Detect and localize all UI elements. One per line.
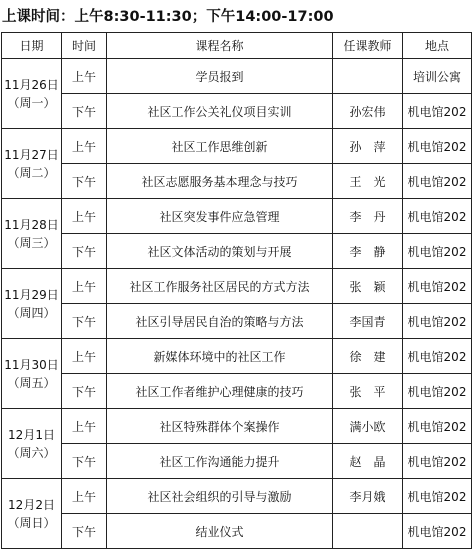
place-cell: 机电馆202 (403, 444, 472, 479)
time-cell: 下午 (62, 514, 107, 549)
time-cell: 下午 (62, 304, 107, 339)
weekday-text: （周四） (7, 305, 56, 320)
teacher-cell: 满小欧 (333, 409, 403, 444)
date-cell (2, 339, 62, 409)
course-cell: 社区突发事件应急管理 (107, 199, 333, 234)
date-text: 11月26日 (4, 77, 59, 92)
place-cell: 机电馆202 (403, 339, 472, 374)
teacher-cell: 王 光 (333, 164, 403, 199)
weekday-text: （周六） (7, 445, 56, 460)
date-cell (2, 129, 62, 199)
date-text: 11月30日 (4, 357, 59, 372)
table-header-row (2, 33, 472, 59)
column-header-time: 时间 (62, 33, 107, 59)
course-cell: 社区工作者维护心理健康的技巧 (107, 374, 333, 409)
date-text: 11月27日 (4, 147, 59, 162)
time-cell: 下午 (62, 234, 107, 269)
column-header-course: 课程名称 (107, 33, 333, 59)
teacher-cell: 李 静 (333, 234, 403, 269)
time-cell: 上午 (62, 479, 107, 514)
time-cell: 上午 (62, 199, 107, 234)
table-row (2, 94, 472, 129)
table-row (2, 374, 472, 409)
place-cell: 机电馆202 (403, 94, 472, 129)
weekday-text: （周三） (7, 235, 56, 250)
time-cell: 上午 (62, 129, 107, 164)
teacher-cell: 赵 晶 (333, 444, 403, 479)
course-cell: 学员报到 (107, 59, 333, 94)
teacher-cell: 李国青 (333, 304, 403, 339)
table-row (2, 409, 472, 444)
time-cell: 下午 (62, 374, 107, 409)
teacher-cell: 张 平 (333, 374, 403, 409)
place-cell: 机电馆202 (403, 164, 472, 199)
date-cell (2, 409, 62, 479)
table-row (2, 444, 472, 479)
course-cell: 社区社会组织的引导与激励 (107, 479, 333, 514)
course-schedule-table (1, 32, 472, 549)
time-cell: 上午 (62, 269, 107, 304)
teacher-cell: 李 丹 (333, 199, 403, 234)
column-header-place: 地点 (403, 33, 472, 59)
table-row (2, 164, 472, 199)
place-cell: 机电馆202 (403, 374, 472, 409)
table-row (2, 129, 472, 164)
teacher-cell: 李月娥 (333, 479, 403, 514)
time-cell: 下午 (62, 444, 107, 479)
course-cell: 社区工作公关礼仪项目实训 (107, 94, 333, 129)
teacher-cell: 徐 建 (333, 339, 403, 374)
course-cell: 社区志愿服务基本理念与技巧 (107, 164, 333, 199)
column-header-date: 日期 (2, 33, 62, 59)
place-cell: 机电馆202 (403, 129, 472, 164)
course-cell: 社区工作服务社区居民的方式方法 (107, 269, 333, 304)
place-cell: 机电馆202 (403, 409, 472, 444)
course-cell: 新媒体环境中的社区工作 (107, 339, 333, 374)
date-cell (2, 199, 62, 269)
schedule-title: 上课时间：上午8:30-11:30；下午14:00-17:00 (2, 9, 334, 25)
place-cell: 机电馆202 (403, 304, 472, 339)
column-header-teacher: 任课教师 (333, 33, 403, 59)
teacher-cell (333, 59, 403, 94)
time-cell: 下午 (62, 94, 107, 129)
table-row (2, 479, 472, 514)
place-cell: 机电馆202 (403, 479, 472, 514)
date-cell (2, 479, 62, 549)
date-text: 12月1日 (8, 427, 55, 442)
course-cell: 结业仪式 (107, 514, 333, 549)
place-cell: 机电馆202 (403, 199, 472, 234)
time-cell: 上午 (62, 409, 107, 444)
table-row (2, 234, 472, 269)
table-row (2, 339, 472, 374)
course-cell: 社区引导居民自治的策略与方法 (107, 304, 333, 339)
course-cell: 社区工作思维创新 (107, 129, 333, 164)
date-cell (2, 59, 62, 129)
table-body (2, 59, 472, 549)
table-row (2, 199, 472, 234)
place-cell: 机电馆202 (403, 514, 472, 549)
place-cell: 机电馆202 (403, 269, 472, 304)
table-row (2, 59, 472, 94)
table-row (2, 269, 472, 304)
weekday-text: （周五） (7, 375, 56, 390)
time-cell: 上午 (62, 339, 107, 374)
teacher-cell: 张 颖 (333, 269, 403, 304)
teacher-cell: 孙宏伟 (333, 94, 403, 129)
weekday-text: （周二） (7, 165, 56, 180)
date-text: 11月28日 (4, 217, 59, 232)
date-text: 11月29日 (4, 287, 59, 302)
course-cell: 社区文体活动的策划与开展 (107, 234, 333, 269)
place-cell: 机电馆202 (403, 234, 472, 269)
date-cell (2, 269, 62, 339)
course-cell: 社区工作沟通能力提升 (107, 444, 333, 479)
time-cell: 下午 (62, 164, 107, 199)
teacher-cell (333, 514, 403, 549)
time-cell: 上午 (62, 59, 107, 94)
date-text: 12月2日 (8, 497, 55, 512)
weekday-text: （周一） (7, 95, 56, 110)
course-cell: 社区特殊群体个案操作 (107, 409, 333, 444)
table-row (2, 514, 472, 549)
teacher-cell: 孙 萍 (333, 129, 403, 164)
weekday-text: （周日） (7, 515, 56, 530)
place-cell: 培训公寓 (403, 59, 472, 94)
table-row (2, 304, 472, 339)
